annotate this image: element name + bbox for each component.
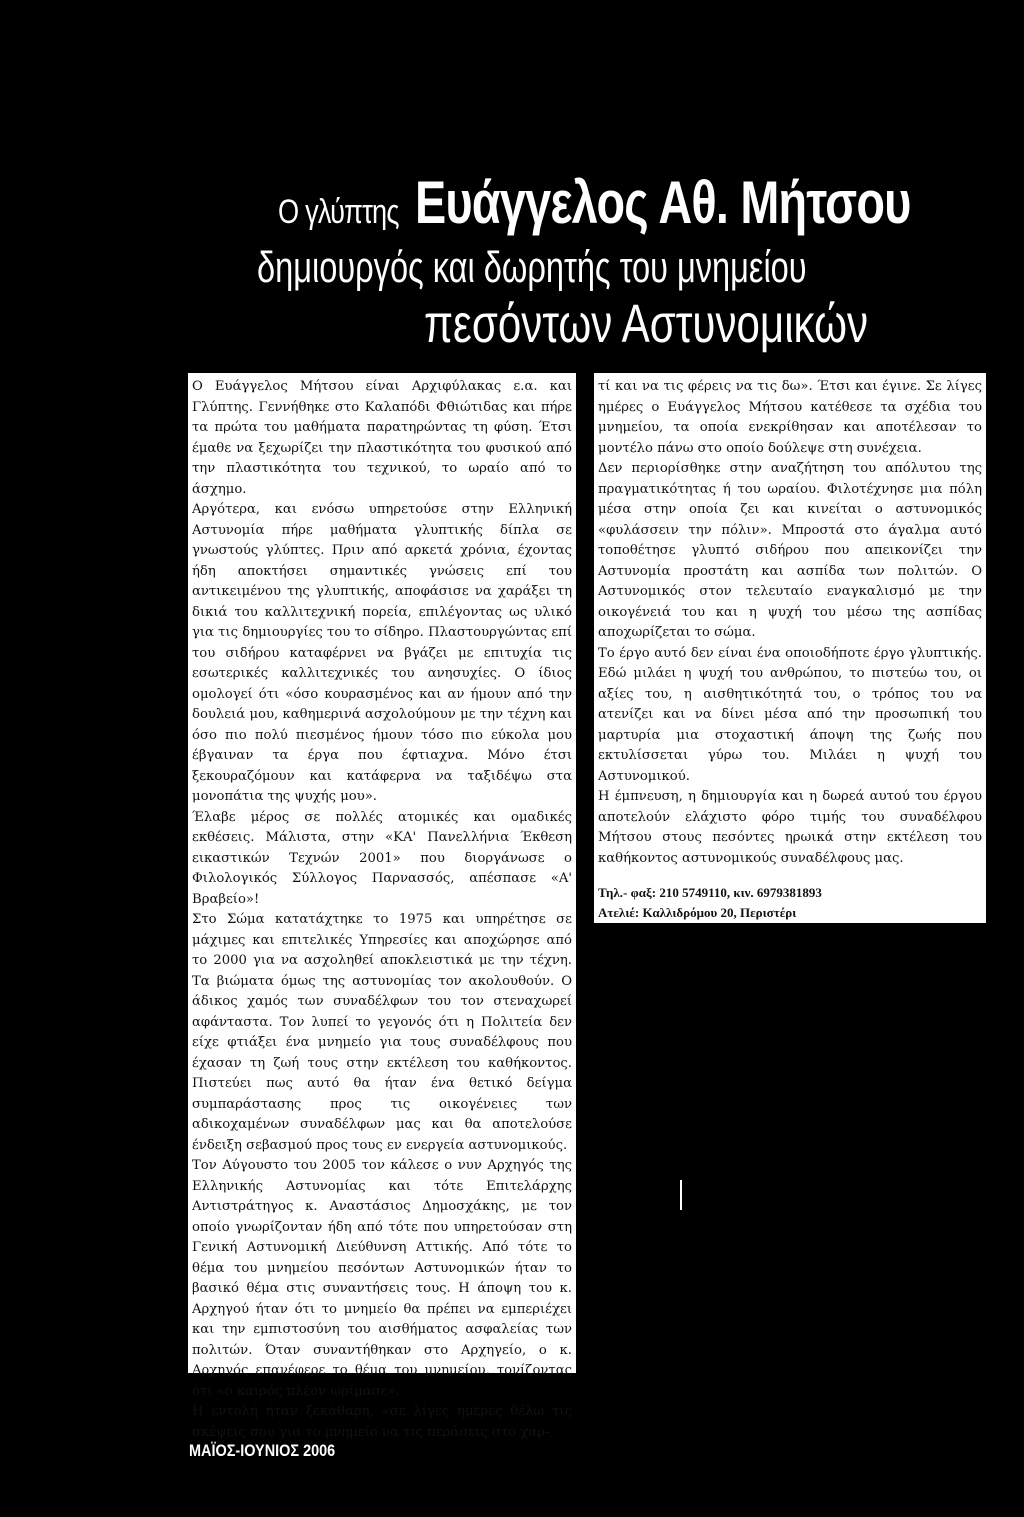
title-name: Ευάγγελος Αθ. Μήτσου	[415, 169, 911, 236]
issue-date: ΜΑΪΟΣ-ΙΟΥΝΙΟΣ 2006	[189, 1441, 336, 1460]
paragraph: Έλαβε μέρος σε πολλές ατομικές και ομαδικές εκθέσεις. Μάλιστα, στην «ΚΑ' Πανελλήνια Έκθεση εικαστικών Τεχνών 2001» που διοργάνωσε ο Φιλολογικός Σύλλογος Παρνασσός, απέσπασε «Α' Βραβείο»!	[192, 809, 572, 907]
print-mark	[680, 1180, 682, 1210]
article-title	[278, 168, 1024, 237]
article-column-right	[594, 373, 986, 923]
paragraph: Η εντολή ήταν ξεκάθαρη, «σε λίγες ημέρες θέλω τις σκέψεις σου για το μνημείο να τις περάσεις στο χαρ-	[192, 1404, 572, 1440]
title-prefix: Ο γλύπτης	[278, 193, 399, 231]
article-column-left	[188, 373, 576, 1440]
contact-atelier: Ατελιέ: Καλλιδρόμου 20, Περιστέρι	[598, 905, 797, 920]
paragraph: Τον Αύγουστο του 2005 τον κάλεσε ο νυν Αρχηγός της Ελληνικής Αστυνομίας και τότε Επιτελάρχης Αντιστράτηγος κ. Αναστάσιος Δημοσχάκης, με τον οποίο γνωρίζονταν ήδη από τότε που υπηρετούσαν στη Γενική Αστυνομική Διεύθυνση Αττικής. Από τότε το θέμα του μνημείου πεσόντων Αστυνομικών ήταν το βασικό θέμα στις συναντήσεις τους. Η άποψη του κ. Αρχηγού ήταν ότι το μνημείο θα πρέπει να εμπεριέχει και την εμπιστοσύνη του αισθήματος ασφαλείας των πολιτών. Όταν συναντήθηκαν στο Αρχηγείο, ο κ. Αρχηγός επανέφερε το θέμα του μνημείου, τονίζοντας ότι «ο καιρός πλέον ωρίμασε».	[192, 1158, 572, 1399]
subtitle-line-2: πεσόντων Αστυνομικών	[424, 294, 869, 354]
paragraph: Ο Ευάγγελος Μήτσου είναι Αρχιφύλακας ε.α. και Γλύπτης. Γεννήθηκε στο Καλαπόδι Φθιώτιδας και πήρε τα πρώτα του μαθήματα παρατηρώντας τη φύση. Έτσι έμαθε να ξεχωρίζει την πλαστικότητα του φυσικού από την πλαστικότητα του τεχνικού, το ωραίο από το άσχημο.	[192, 379, 572, 497]
subtitle-line-1: δημιουργός και δωρητής του μνημείου	[257, 243, 807, 292]
paragraph: Η έμπνευση, η δημιουργία και η δωρεά αυτού του έργου αποτελούν ελάχιστο φόρο τιμής του συναδέλφου Μήτσου στους πεσόντες ηρωικά στην εκτέλεση του καθήκοντος αστυνομικούς συναδέλφους μας.	[598, 789, 982, 866]
contact-phone: Τηλ.- φαξ: 210 5749110, κιν. 6979381893	[598, 885, 822, 900]
paragraph: Το έργο αυτό δεν είναι ένα οποιοδήποτε έργο γλυπτικής. Εδώ μιλάει η ψυχή του ανθρώπου, το πιστεύω του, οι αξίες του, η αισθητικότητά του, ο τρόπος του να ατενίζει και να δίνει μέσα από την προσωπική του μαρτυρία μια στοχαστική άποψη της ζωής που εκτυλίσσεται γύρω του. Μιλάει η ψυχή του Αστυνομικού.	[598, 645, 982, 784]
paragraph: Αργότερα, και ενόσω υπηρετούσε στην Ελληνική Αστυνομία πήρε μαθήματα γλυπτικής δίπλα σε γνωστούς γλύπτες. Πριν από αρκετά χρόνια, έχοντας ήδη αποκτήσει σημαντικές γνώσεις επί του αντικειμένου της γλυπτικής, αποφάσισε να χαράξει τη δικιά του καλλιτεχνική πορεία, επιλέγοντας ως υλικό για τις δημιουργίες του το σίδηρο. Πλαστουργώντας επί του σιδήρου καταφέρνει να βγάζει με επιτυχία τις εσωτερικές καλλιτεχνικές του ανησυχίες. Ο ίδιος ομολογεί ότι «όσο κουρασμένος και αν ήμουν από την δουλειά μου, καθημερινά ασχολούμουν με την τέχνη και όσο πιο πολύ πιεσμένος ήμουν τόσο πιο εύκολα μου έβγαιναν τα έργα που έφτιαχνα. Μόνο έτσι ξεκουραζόμουν και κατάφερνα να ταξιδέψω στα μονοπάτια της ψυχής μου».	[192, 502, 572, 804]
paragraph: Στο Σώμα κατατάχτηκε το 1975 και υπηρέτησε σε μάχιμες και επιτελικές Υπηρεσίες και αποχώρησε από το 2000 για να ασχοληθεί αποκλειστικά με την τέχνη. Τα βιώματα όμως της αστυνομίας τον ακολουθούν. Ο άδικος χαμός των συναδέλφων του τον στεναχωρεί αφάνταστα. Τον λυπεί το γεγονός ότι η Πολιτεία δεν είχε φτιάξει ένα μνημείο για τους συναδέλφους που έχασαν τη ζωή τους στην εκτέλεση του καθήκοντος. Πιστεύει πως αυτό θα ήταν ένα θετικό δείγμα συμπαράστασης προς τις οικογένειες των αδικοχαμένων συναδέλφων μας και θα αποτελούσε ένδειξη σεβασμού προς τους εν ενεργεία αστυνομικούς.	[192, 912, 572, 1153]
paragraph: Δεν περιορίσθηκε στην αναζήτηση του απόλυτου της πραγματικότητας ή του ωραίου. Φιλοτέχνησε μια πόλη μέσα στην οποία ζει και κινείται ο αστυνομικός «φυλάσσειν την πόλιν». Μπροστά στο άγαλμα αυτό τοποθέτησε γλυπτό σιδήρου που απεικονίζει την Αστυνομία προστάτη και ασπίδα των πολιτών. Ο Αστυνομικός στον τελευταίο εναγκαλισμό με την οικογένειά του και η ψυχή του μέσω της ασπίδας αποχωρίζεται το σώμα.	[598, 461, 982, 640]
paragraph: τί και να τις φέρεις να τις δω». Έτσι και έγινε. Σε λίγες ημέρες ο Ευάγγελος Μήτσου κατέθεσε τα σχέδια του μνημείου, τα οποία ενεκρίθησαν και αποτέλεσαν το μοντέλο πάνω στο οποίο δούλεψε στη συνέχεια.	[598, 379, 982, 456]
